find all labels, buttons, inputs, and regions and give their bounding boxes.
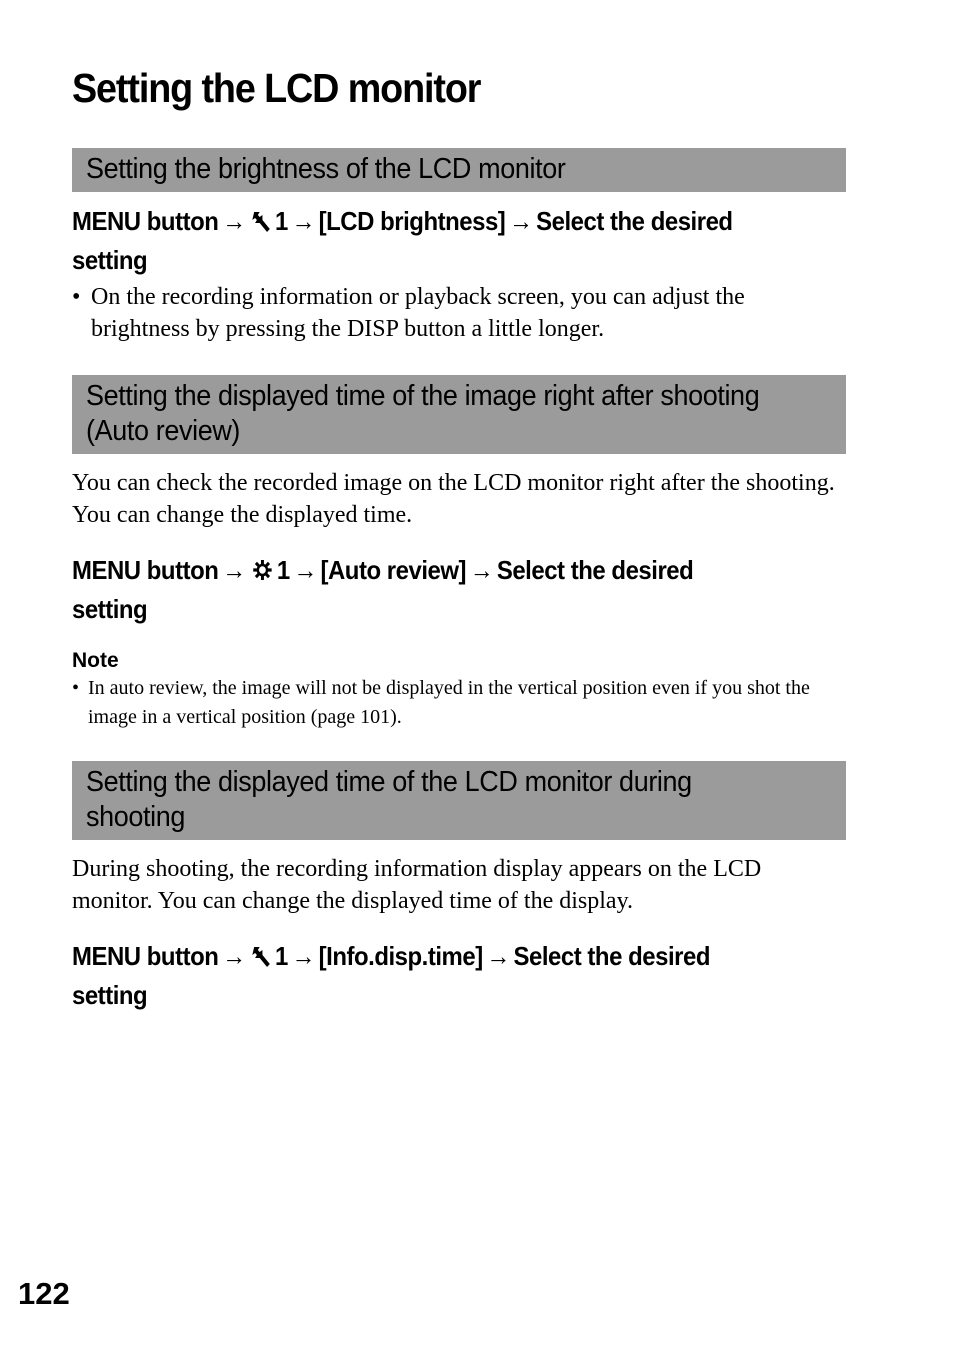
menu-item: [LCD brightness] (318, 206, 506, 236)
menu-item: [Info.disp.time] (318, 941, 483, 971)
body-paragraph: You can check the recorded image on the LCD monitor right after the shooting. You can change the displayed time. (72, 470, 835, 528)
menu-end-cont: setting (72, 594, 148, 624)
section-heading-brightness (72, 148, 846, 192)
section-heading-text: Setting the displayed time of the LCD monitor during (86, 766, 692, 798)
arrow-icon: → (291, 941, 315, 971)
note-heading: Note (72, 649, 119, 672)
section-heading-text-cont: shooting (86, 801, 186, 833)
arrow-icon: → (486, 941, 510, 971)
section-heading-text: Setting the brightness of the LCD monitor (86, 153, 566, 185)
section-heading-auto-review (72, 375, 846, 454)
menu-start: MENU button (72, 941, 219, 971)
menu-start: MENU button (72, 206, 219, 236)
menu-tab-number: 1 (276, 555, 290, 585)
page-title: Setting the LCD monitor (72, 65, 481, 111)
menu-tab-number: 1 (274, 941, 288, 971)
menu-path-auto-review (72, 552, 862, 627)
section-heading-text-cont: (Auto review) (86, 415, 241, 447)
menu-path-info-disp-time (72, 938, 862, 1013)
menu-end: Select the desired (496, 555, 694, 585)
wrench-icon (251, 206, 271, 242)
arrow-icon: → (508, 206, 533, 236)
section-heading-info-disp (72, 761, 846, 840)
menu-item: [Auto review] (320, 555, 467, 585)
menu-end-cont: setting (72, 980, 148, 1010)
arrow-icon: → (293, 555, 317, 585)
menu-end: Select the desired (513, 941, 710, 971)
bullet-item: • On the recording information or playback screen, you can adjust the brightness by pressing the DISP button a little longer. (72, 281, 832, 345)
menu-end: Select the desired (536, 206, 733, 236)
arrow-icon: → (291, 206, 315, 236)
gear-icon (251, 555, 273, 591)
wrench-icon (251, 941, 271, 977)
arrow-icon: → (469, 555, 494, 585)
arrow-icon: → (222, 555, 246, 585)
page-number: 122 (18, 1276, 70, 1311)
note-item: • In auto review, the image will not be displayed in the vertical position even if you shot the image in a vertical position (page 101). (72, 674, 842, 732)
body-paragraph: During shooting, the recording information display appears on the LCD monitor. You can change the displayed time of the display. (72, 856, 762, 914)
menu-start: MENU button (72, 555, 219, 585)
section-heading-text: Setting the displayed time of the image right after shooting (86, 380, 760, 412)
menu-path-lcd-brightness (72, 203, 862, 278)
menu-tab-number: 1 (274, 206, 288, 236)
menu-end-cont: setting (72, 245, 148, 275)
arrow-icon: → (222, 206, 246, 236)
arrow-icon: → (222, 941, 246, 971)
